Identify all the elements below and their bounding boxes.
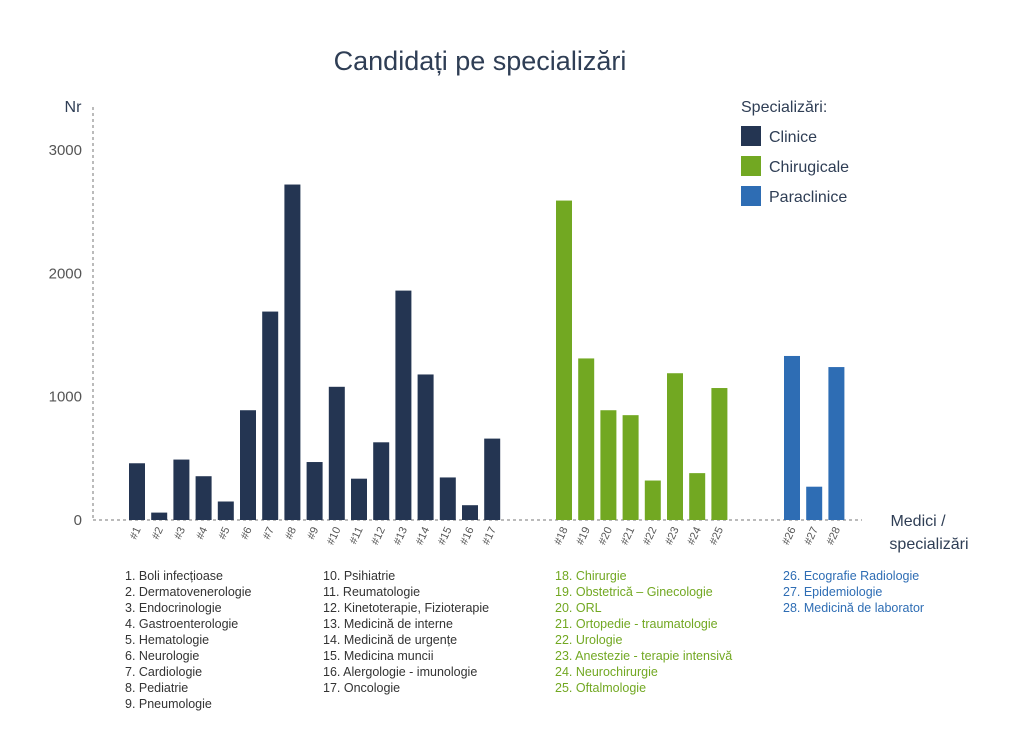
key-item: 1. Boli infecțioase	[125, 569, 223, 583]
legend-title: Specializări:	[741, 99, 828, 116]
key-item: 6. Neurologie	[125, 649, 200, 663]
key-item: 18. Chirurgie	[555, 569, 627, 583]
key-item: 11. Reumatologie	[323, 585, 421, 599]
bar-10	[329, 387, 345, 520]
legend-swatch	[741, 186, 761, 206]
x-tick-label: #27	[802, 525, 821, 547]
bar-15	[440, 477, 456, 520]
bar-16	[462, 505, 478, 520]
key-column	[783, 568, 924, 616]
bar-8	[284, 185, 300, 520]
x-tick-label: #14	[413, 525, 433, 547]
bar-27	[806, 487, 822, 520]
key-item: 7. Cardiologie	[125, 665, 203, 679]
key-item: 5. Hematologie	[125, 633, 210, 647]
x-tick-label: #22	[640, 525, 660, 547]
x-tick-label: #4	[194, 525, 211, 542]
x-tick-label: #16	[458, 525, 477, 547]
key-item: 24. Neurochirurgie	[555, 665, 658, 679]
bar-4	[196, 476, 212, 520]
bar-19	[578, 358, 594, 520]
key-item: 17. Oncologie	[323, 681, 401, 695]
key-column	[555, 568, 732, 696]
x-tick-labels	[128, 525, 843, 547]
y-tick-label: 0	[73, 512, 82, 529]
y-axis-label: Nr	[64, 99, 82, 116]
x-tick-label: #11	[347, 525, 366, 547]
key-item: 25. Oftalmologie	[555, 681, 647, 695]
key-item: 14. Medicină de urgențe	[323, 633, 458, 647]
bar-3	[173, 460, 189, 520]
x-tick-label: #15	[435, 525, 455, 547]
bars	[129, 185, 844, 520]
bar-26	[784, 356, 800, 520]
x-tick-label: #24	[685, 525, 704, 547]
key-item: 19. Obstetrică – Ginecologie	[555, 585, 713, 599]
bar-23	[667, 373, 683, 520]
key-item: 3. Endocrinologie	[125, 601, 222, 615]
legend	[741, 99, 849, 206]
x-tick-label: #9	[305, 525, 322, 542]
bar-17	[484, 439, 500, 520]
key-item: 27. Epidemiologie	[783, 585, 883, 599]
bar-6	[240, 410, 256, 520]
key-item: 12. Kinetoterapie, Fizioterapie	[323, 601, 490, 615]
key-item: 8. Pediatrie	[125, 681, 189, 695]
key-item: 9. Pneumologie	[125, 697, 212, 711]
key-item: 4. Gastroenterologie	[125, 617, 239, 631]
key-item: 16. Alergologie - imunologie	[323, 665, 478, 679]
x-axis-label-line-1: Medici /	[890, 513, 946, 530]
y-tick-label: 2000	[48, 265, 82, 283]
key-item: 23. Anestezie - terapie intensivă	[555, 649, 733, 663]
bar-11	[351, 479, 367, 520]
key-item: 22. Urologie	[555, 633, 623, 647]
x-tick-label: #2	[149, 525, 166, 542]
bar-22	[645, 481, 661, 520]
x-tick-label: #18	[552, 525, 571, 547]
bar-13	[395, 291, 411, 520]
bar-18	[556, 201, 572, 520]
bar-12	[373, 442, 389, 520]
key-item: 20. ORL	[555, 601, 602, 615]
bar-1	[129, 463, 145, 520]
key-column	[125, 568, 251, 712]
bar-25	[711, 388, 727, 520]
x-tick-label: #5	[216, 525, 233, 542]
key-item: 13. Medicină de interne	[323, 617, 453, 631]
legend-label: Clinice	[769, 129, 818, 146]
x-tick-label: #3	[172, 525, 189, 542]
x-tick-label: #25	[707, 525, 727, 547]
bar-28	[828, 367, 844, 520]
x-tick-label: #7	[260, 525, 277, 542]
legend-swatch	[741, 126, 761, 146]
key-item: 21. Ortopedie - traumatologie	[555, 617, 718, 631]
key-column	[323, 568, 489, 696]
legend-label: Paraclinice	[769, 189, 848, 206]
x-axis-label-line-2: specializări	[889, 536, 969, 553]
key-item: 26. Ecografie Radiologie	[783, 569, 920, 583]
x-tick-label: #21	[618, 525, 638, 547]
key-item: 15. Medicina muncii	[323, 649, 434, 663]
x-tick-label: #20	[596, 525, 616, 547]
legend-label: Chirugicale	[769, 159, 850, 176]
bar-24	[689, 473, 705, 520]
y-tick-label: 1000	[48, 388, 82, 406]
y-tick-labels	[49, 142, 82, 529]
x-tick-label: #26	[780, 525, 799, 547]
key-item: 28. Medicină de laborator	[783, 601, 925, 615]
bar-5	[218, 502, 234, 521]
bar-21	[623, 415, 639, 520]
x-tick-label: #10	[324, 525, 344, 547]
bar-14	[418, 374, 434, 520]
x-tick-label: #19	[574, 525, 593, 547]
x-tick-label: #12	[369, 525, 388, 547]
x-tick-label: #13	[391, 525, 411, 547]
key-item: 2. Dermatovenerologie	[125, 585, 252, 599]
key-item: 10. Psihiatrie	[323, 569, 396, 583]
bar-20	[600, 410, 616, 520]
x-tick-label: #28	[824, 525, 844, 547]
bar-2	[151, 513, 167, 520]
x-tick-label: #8	[283, 525, 300, 542]
chart-title: Candidați pe specializări	[333, 46, 627, 76]
x-tick-label: #6	[238, 525, 255, 542]
bar-7	[262, 312, 278, 520]
y-tick-label: 3000	[48, 142, 82, 159]
x-tick-label: #23	[663, 525, 682, 547]
x-tick-label: #17	[480, 525, 499, 547]
legend-swatch	[741, 156, 761, 176]
x-tick-label: #1	[127, 525, 144, 542]
bar-9	[307, 462, 323, 520]
